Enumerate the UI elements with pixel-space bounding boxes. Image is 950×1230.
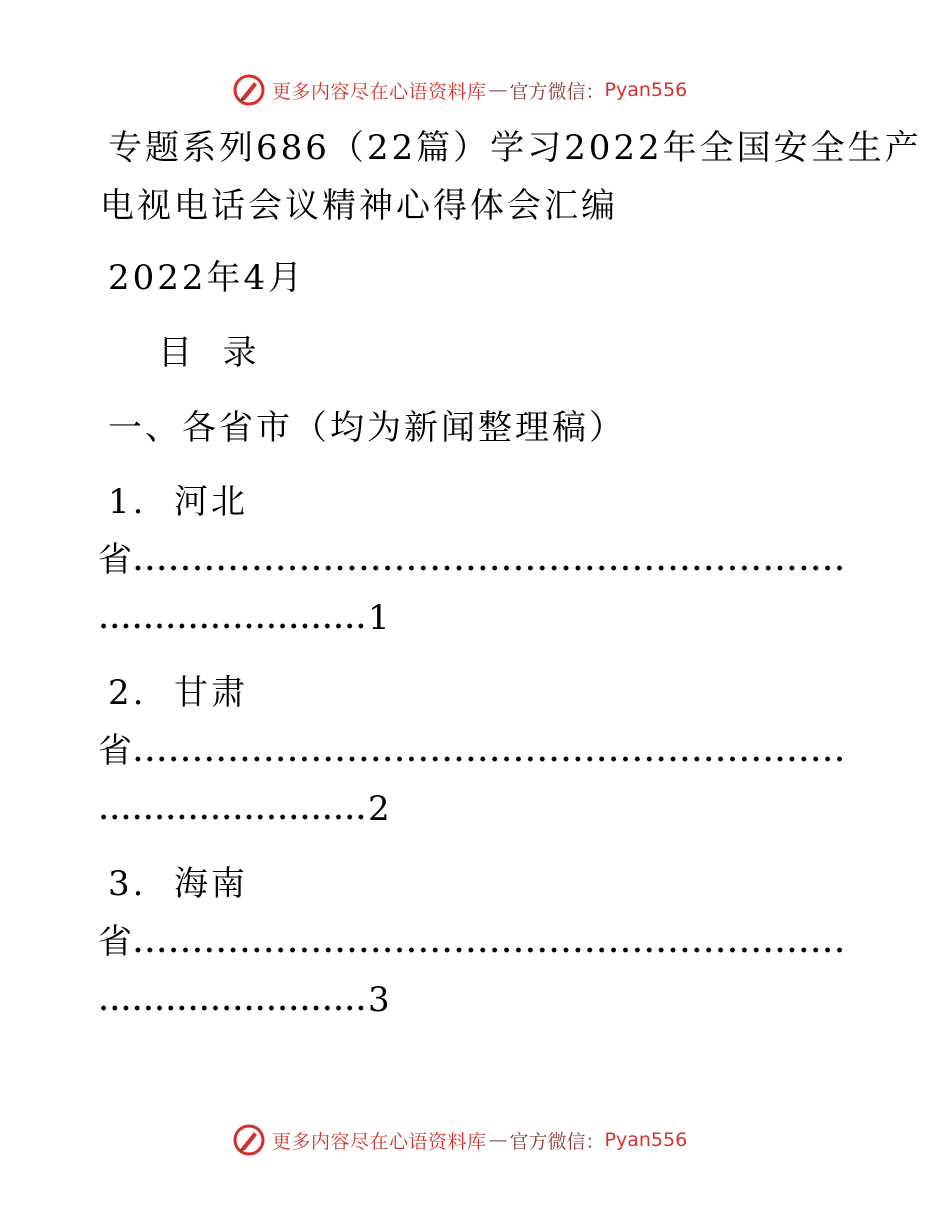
dot-leader [98,789,366,829]
watermark-footer [232,1120,687,1160]
watermark-wechat-label: 官方微信： [509,1130,605,1153]
dot-leader [132,922,846,962]
toc-entry-page-row [98,598,390,638]
toc-entry-leader-row [98,922,846,962]
toc-entry-label-tail: 省 [98,540,132,580]
watermark-wechat-label: 官方微信： [509,80,605,103]
doc-title-line-1: 专题系列686（22篇）学习2022年全国安全生产 [108,128,922,168]
doc-title-line-2: 电视电话会议精神心得体会汇编 [100,186,618,226]
toc-entry-page-row [98,789,390,829]
toc-entry-label-tail: 省 [98,922,132,962]
toc-entry-label: 2. 甘肃 [108,673,249,713]
toc-heading: 目 录 [158,333,260,373]
watermark-dash: — [488,79,508,101]
toc-entry-page-number: 1 [368,598,390,638]
toc-entry-page-number: 3 [368,980,390,1020]
watermark-brand: 更多内容尽在心语资料库 [272,1130,487,1153]
watermark-wechat-id: Pyan556 [604,79,688,101]
doc-date: 2022年4月 [108,258,306,298]
toc-entry-leader-row [98,731,846,771]
feather-pen-logo-icon [232,1123,266,1157]
watermark-header [232,70,687,110]
toc-entry-label: 1. 河北 [108,482,249,522]
watermark-brand: 更多内容尽在心语资料库 [272,80,487,103]
dot-leader [132,731,846,771]
watermark-wechat-id: Pyan556 [604,1129,688,1151]
feather-pen-logo-icon [232,73,266,107]
dot-leader [98,980,366,1020]
toc-entry-label-tail: 省 [98,731,132,771]
dot-leader [132,540,846,580]
dot-leader [98,598,366,638]
toc-entry-label: 3. 海南 [108,864,249,904]
toc-entry-page-number: 2 [368,789,390,829]
toc-entry-page-row [98,980,390,1020]
toc-entry-leader-row [98,540,846,580]
watermark-dash: — [488,1129,508,1151]
section-heading: 一、各省市（均为新闻整理稿） [108,408,626,448]
